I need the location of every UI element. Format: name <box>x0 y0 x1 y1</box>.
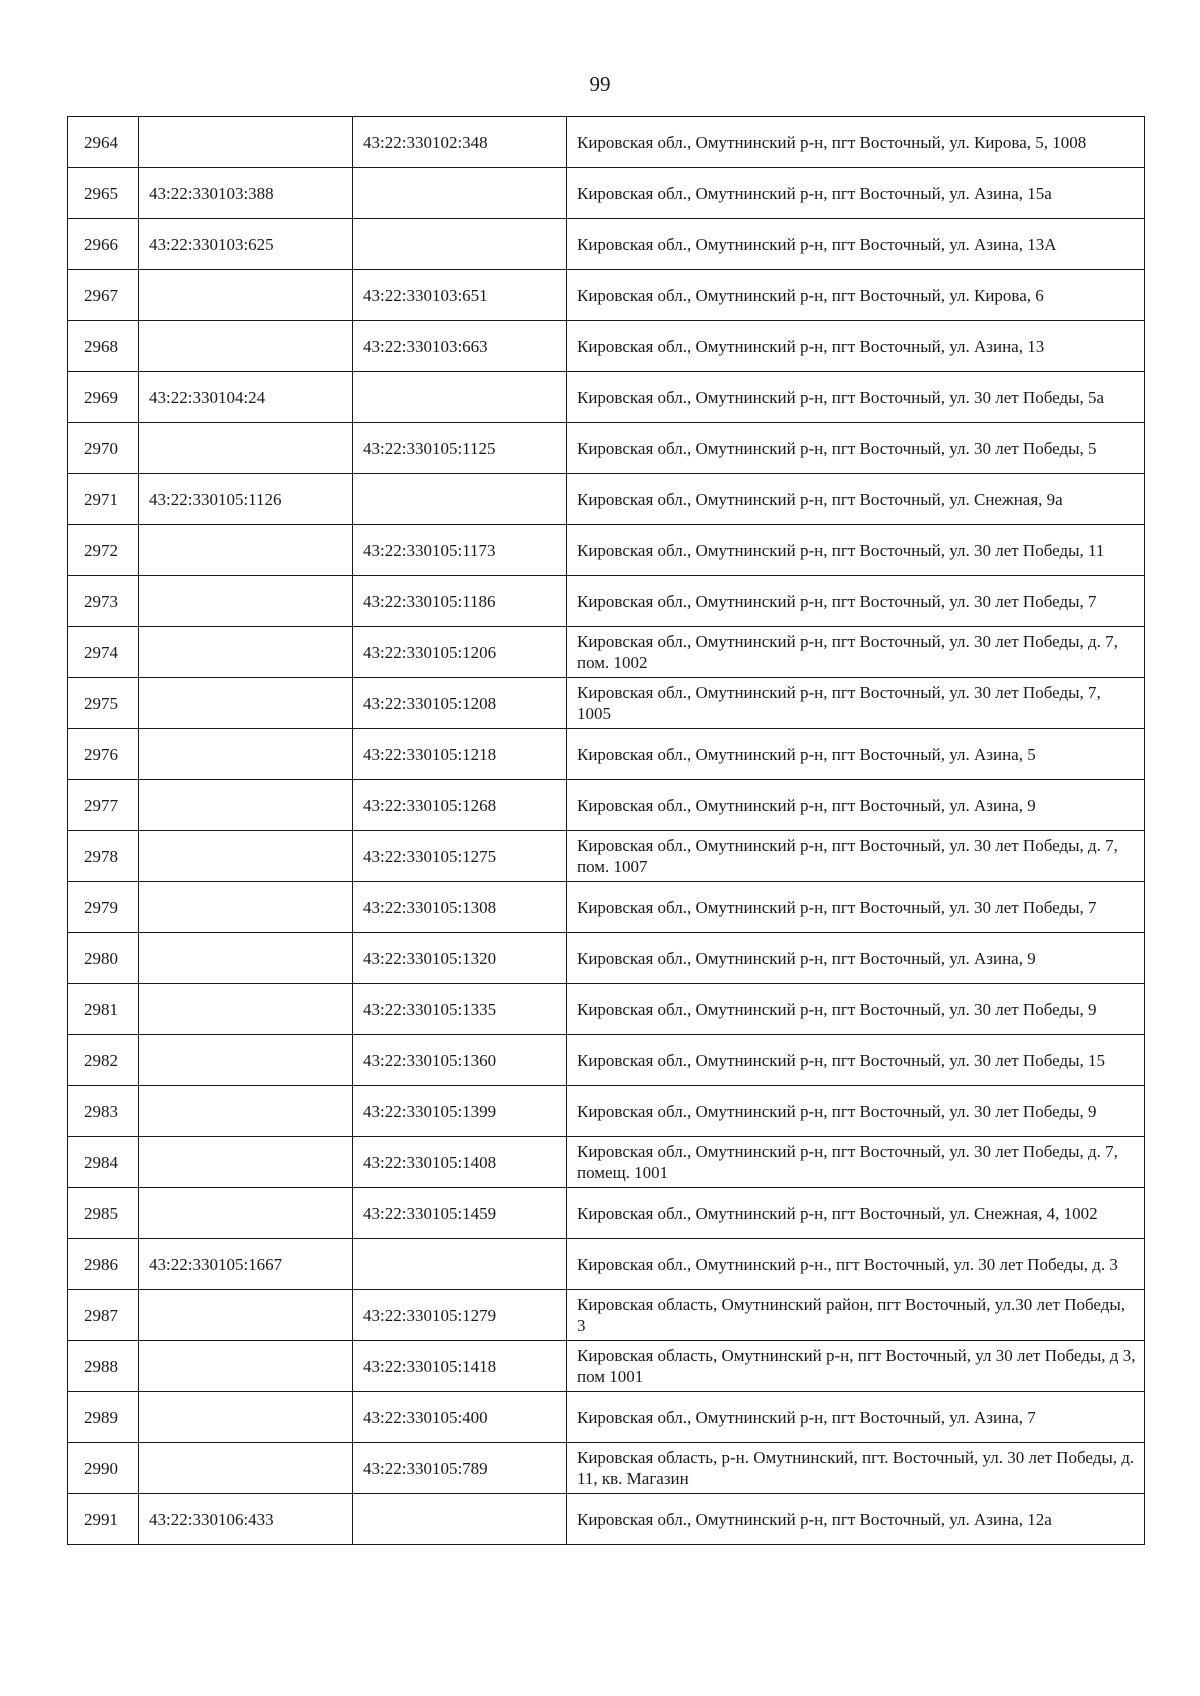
row-number-cell: 2965 <box>68 168 139 219</box>
land-cadastral-number-cell <box>139 1086 353 1137</box>
row-number-cell: 2964 <box>68 117 139 168</box>
land-cadastral-number-cell <box>139 1392 353 1443</box>
table-row <box>68 1239 1145 1290</box>
table-row <box>68 780 1145 831</box>
table-row <box>68 1137 1145 1188</box>
land-cadastral-number-cell <box>139 627 353 678</box>
building-cadastral-number-cell <box>353 219 567 270</box>
address-cell: Кировская обл., Омутнинский р-н, пгт Восточный, ул. Снежная, 9а <box>567 474 1145 525</box>
land-cadastral-number-cell <box>139 780 353 831</box>
table-row <box>68 1341 1145 1392</box>
row-number-cell: 2987 <box>68 1290 139 1341</box>
row-number-cell: 2981 <box>68 984 139 1035</box>
building-cadastral-number-cell: 43:22:330105:1308 <box>353 882 567 933</box>
land-cadastral-number-cell <box>139 525 353 576</box>
building-cadastral-number-cell <box>353 1494 567 1545</box>
building-cadastral-number-cell: 43:22:330105:1408 <box>353 1137 567 1188</box>
land-cadastral-number-cell <box>139 1290 353 1341</box>
building-cadastral-number-cell: 43:22:330105:1275 <box>353 831 567 882</box>
row-number-cell: 2980 <box>68 933 139 984</box>
building-cadastral-number-cell: 43:22:330105:1208 <box>353 678 567 729</box>
land-cadastral-number-cell: 43:22:330103:625 <box>139 219 353 270</box>
table-row <box>68 321 1145 372</box>
row-number-cell: 2969 <box>68 372 139 423</box>
table-row <box>68 678 1145 729</box>
address-cell: Кировская обл., Омутнинский р-н, пгт Восточный, ул. Снежная, 4, 1002 <box>567 1188 1145 1239</box>
table-row <box>68 882 1145 933</box>
land-cadastral-number-cell: 43:22:330106:433 <box>139 1494 353 1545</box>
building-cadastral-number-cell: 43:22:330105:789 <box>353 1443 567 1494</box>
table-row <box>68 1188 1145 1239</box>
land-cadastral-number-cell: 43:22:330105:1126 <box>139 474 353 525</box>
table-row <box>68 423 1145 474</box>
row-number-cell: 2979 <box>68 882 139 933</box>
table-row <box>68 576 1145 627</box>
building-cadastral-number-cell <box>353 168 567 219</box>
row-number-cell: 2985 <box>68 1188 139 1239</box>
address-cell: Кировская обл., Омутнинский р-н, пгт Восточный, ул. Азина, 12а <box>567 1494 1145 1545</box>
address-cell: Кировская область, р-н. Омутнинский, пгт. Восточный, ул. 30 лет Победы, д. 11, кв. Магазин <box>567 1443 1145 1494</box>
land-cadastral-number-cell <box>139 1188 353 1239</box>
address-cell: Кировская обл., Омутнинский р-н, пгт Восточный, ул. Азина, 15а <box>567 168 1145 219</box>
address-cell: Кировская обл., Омутнинский р-н, пгт Восточный, ул. 30 лет Победы, 5а <box>567 372 1145 423</box>
land-cadastral-number-cell <box>139 576 353 627</box>
table-row <box>68 831 1145 882</box>
land-cadastral-number-cell: 43:22:330103:388 <box>139 168 353 219</box>
building-cadastral-number-cell: 43:22:330105:1418 <box>353 1341 567 1392</box>
address-cell: Кировская обл., Омутнинский р-н, пгт Восточный, ул. 30 лет Победы, 7 <box>567 882 1145 933</box>
row-number-cell: 2970 <box>68 423 139 474</box>
row-number-cell: 2988 <box>68 1341 139 1392</box>
table-row <box>68 474 1145 525</box>
table-row <box>68 933 1145 984</box>
row-number-cell: 2989 <box>68 1392 139 1443</box>
building-cadastral-number-cell <box>353 372 567 423</box>
address-cell: Кировская обл., Омутнинский р-н, пгт Восточный, ул. 30 лет Победы, 11 <box>567 525 1145 576</box>
address-cell: Кировская обл., Омутнинский р-н, пгт Восточный, ул. Кирова, 5, 1008 <box>567 117 1145 168</box>
building-cadastral-number-cell: 43:22:330105:1459 <box>353 1188 567 1239</box>
address-cell: Кировская обл., Омутнинский р-н, пгт Восточный, ул. 30 лет Победы, д. 7, пом. 1007 <box>567 831 1145 882</box>
table-row <box>68 1392 1145 1443</box>
land-cadastral-number-cell <box>139 117 353 168</box>
building-cadastral-number-cell: 43:22:330105:1186 <box>353 576 567 627</box>
building-cadastral-number-cell: 43:22:330105:1335 <box>353 984 567 1035</box>
building-cadastral-number-cell: 43:22:330105:1268 <box>353 780 567 831</box>
table-row <box>68 168 1145 219</box>
building-cadastral-number-cell: 43:22:330103:651 <box>353 270 567 321</box>
row-number-cell: 2975 <box>68 678 139 729</box>
building-cadastral-number-cell: 43:22:330105:1320 <box>353 933 567 984</box>
land-cadastral-number-cell <box>139 882 353 933</box>
row-number-cell: 2966 <box>68 219 139 270</box>
row-number-cell: 2983 <box>68 1086 139 1137</box>
table-row <box>68 729 1145 780</box>
row-number-cell: 2984 <box>68 1137 139 1188</box>
row-number-cell: 2986 <box>68 1239 139 1290</box>
table-row <box>68 1494 1145 1545</box>
building-cadastral-number-cell: 43:22:330105:1399 <box>353 1086 567 1137</box>
address-cell: Кировская обл., Омутнинский р-н, пгт Восточный, ул. Азина, 9 <box>567 780 1145 831</box>
address-cell: Кировская обл., Омутнинский р-н, пгт Восточный, ул. 30 лет Победы, 5 <box>567 423 1145 474</box>
building-cadastral-number-cell: 43:22:330105:1360 <box>353 1035 567 1086</box>
land-cadastral-number-cell <box>139 831 353 882</box>
land-cadastral-number-cell <box>139 1137 353 1188</box>
building-cadastral-number-cell: 43:22:330102:348 <box>353 117 567 168</box>
building-cadastral-number-cell: 43:22:330105:1173 <box>353 525 567 576</box>
land-cadastral-number-cell <box>139 1443 353 1494</box>
building-cadastral-number-cell: 43:22:330105:1206 <box>353 627 567 678</box>
table-row <box>68 219 1145 270</box>
row-number-cell: 2974 <box>68 627 139 678</box>
table-row <box>68 372 1145 423</box>
row-number-cell: 2971 <box>68 474 139 525</box>
building-cadastral-number-cell: 43:22:330105:1125 <box>353 423 567 474</box>
land-cadastral-number-cell <box>139 729 353 780</box>
row-number-cell: 2982 <box>68 1035 139 1086</box>
building-cadastral-number-cell: 43:22:330105:1218 <box>353 729 567 780</box>
row-number-cell: 2976 <box>68 729 139 780</box>
land-cadastral-number-cell <box>139 933 353 984</box>
address-cell: Кировская обл., Омутнинский р-н, пгт Восточный, ул. 30 лет Победы, 7, 1005 <box>567 678 1145 729</box>
table-row <box>68 1035 1145 1086</box>
address-cell: Кировская обл., Омутнинский р-н, пгт Восточный, ул. 30 лет Победы, 7 <box>567 576 1145 627</box>
address-cell: Кировская обл., Омутнинский р-н, пгт Восточный, ул. Азина, 13 <box>567 321 1145 372</box>
address-cell: Кировская обл., Омутнинский р-н, пгт Восточный, ул. 30 лет Победы, 9 <box>567 1086 1145 1137</box>
building-cadastral-number-cell <box>353 1239 567 1290</box>
address-cell: Кировская обл., Омутнинский р-н, пгт Восточный, ул. 30 лет Победы, д. 7, пом. 1002 <box>567 627 1145 678</box>
table-row <box>68 627 1145 678</box>
row-number-cell: 2991 <box>68 1494 139 1545</box>
row-number-cell: 2977 <box>68 780 139 831</box>
table-row <box>68 984 1145 1035</box>
land-cadastral-number-cell: 43:22:330104:24 <box>139 372 353 423</box>
row-number-cell: 2972 <box>68 525 139 576</box>
table-row <box>68 525 1145 576</box>
page-number: 99 <box>589 72 611 96</box>
table-row <box>68 270 1145 321</box>
address-cell: Кировская обл., Омутнинский р-н, пгт Восточный, ул. Азина, 7 <box>567 1392 1145 1443</box>
row-number-cell: 2968 <box>68 321 139 372</box>
address-cell: Кировская обл., Омутнинский р-н, пгт Восточный, ул. 30 лет Победы, 9 <box>567 984 1145 1035</box>
table-row <box>68 117 1145 168</box>
address-cell: Кировская обл., Омутнинский р-н, пгт Восточный, ул. 30 лет Победы, д. 7, помещ. 1001 <box>567 1137 1145 1188</box>
row-number-cell: 2967 <box>68 270 139 321</box>
address-cell: Кировская область, Омутнинский район, пгт Восточный, ул.30 лет Победы, 3 <box>567 1290 1145 1341</box>
land-cadastral-number-cell <box>139 423 353 474</box>
land-cadastral-number-cell <box>139 984 353 1035</box>
address-cell: Кировская обл., Омутнинский р-н, пгт Восточный, ул. Азина, 5 <box>567 729 1145 780</box>
row-number-cell: 2978 <box>68 831 139 882</box>
land-cadastral-number-cell: 43:22:330105:1667 <box>139 1239 353 1290</box>
address-cell: Кировская обл., Омутнинский р-н., пгт Восточный, ул. 30 лет Победы, д. 3 <box>567 1239 1145 1290</box>
building-cadastral-number-cell <box>353 474 567 525</box>
registry-table-body <box>68 117 1145 1545</box>
property-registry-table <box>67 116 1145 1545</box>
table-row <box>68 1290 1145 1341</box>
land-cadastral-number-cell <box>139 678 353 729</box>
table-row <box>68 1086 1145 1137</box>
land-cadastral-number-cell <box>139 321 353 372</box>
building-cadastral-number-cell: 43:22:330105:400 <box>353 1392 567 1443</box>
land-cadastral-number-cell <box>139 1035 353 1086</box>
address-cell: Кировская обл., Омутнинский р-н, пгт Восточный, ул. 30 лет Победы, 15 <box>567 1035 1145 1086</box>
address-cell: Кировская обл., Омутнинский р-н, пгт Восточный, ул. Азина, 13А <box>567 219 1145 270</box>
address-cell: Кировская область, Омутнинский р-н, пгт Восточный, ул 30 лет Победы, д 3, пом 1001 <box>567 1341 1145 1392</box>
land-cadastral-number-cell <box>139 270 353 321</box>
building-cadastral-number-cell: 43:22:330103:663 <box>353 321 567 372</box>
address-cell: Кировская обл., Омутнинский р-н, пгт Восточный, ул. Азина, 9 <box>567 933 1145 984</box>
address-cell: Кировская обл., Омутнинский р-н, пгт Восточный, ул. Кирова, 6 <box>567 270 1145 321</box>
building-cadastral-number-cell: 43:22:330105:1279 <box>353 1290 567 1341</box>
table-row <box>68 1443 1145 1494</box>
land-cadastral-number-cell <box>139 1341 353 1392</box>
row-number-cell: 2990 <box>68 1443 139 1494</box>
row-number-cell: 2973 <box>68 576 139 627</box>
